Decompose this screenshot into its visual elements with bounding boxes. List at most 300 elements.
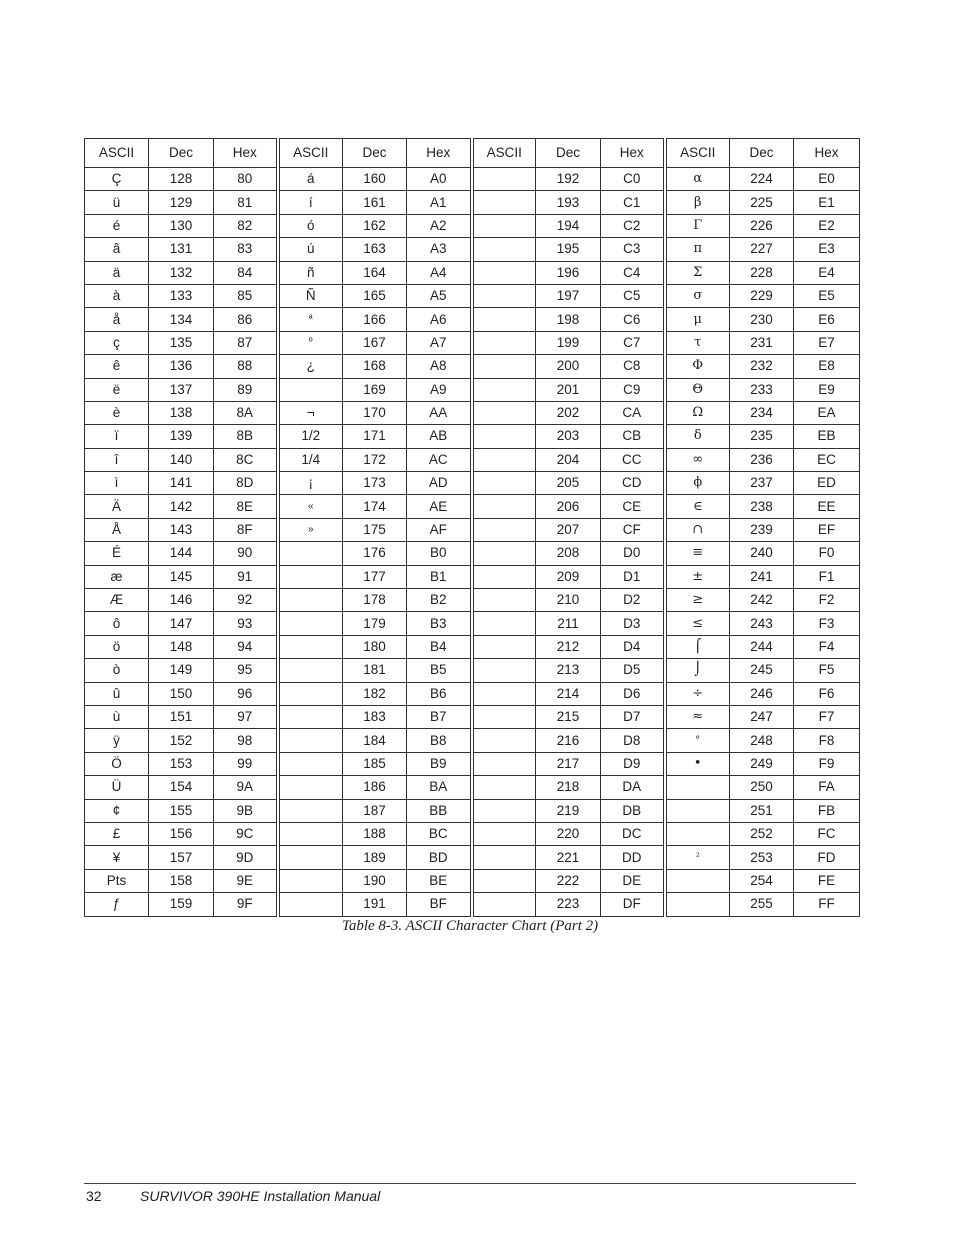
- ascii-char-cell: ç: [85, 331, 149, 354]
- dec-value-cell: 222: [536, 869, 601, 892]
- hex-value-cell: 86: [214, 308, 278, 331]
- dec-value-cell: 129: [149, 191, 214, 214]
- dec-value-cell: 209: [536, 565, 601, 588]
- dec-value-cell: 160: [343, 168, 407, 191]
- hex-value-cell: AB: [407, 425, 472, 448]
- ascii-char-cell: â: [85, 238, 149, 261]
- dec-value-cell: 176: [343, 542, 407, 565]
- ascii-char-cell: º: [278, 331, 343, 354]
- column-header-hex-1: Hex: [214, 139, 278, 168]
- ascii-char-cell: ú: [278, 238, 343, 261]
- table-row: [85, 518, 860, 541]
- ascii-char-cell: Å: [85, 518, 149, 541]
- ascii-char-cell: ÿ: [85, 729, 149, 752]
- dec-value-cell: 233: [730, 378, 794, 401]
- hex-value-cell: F3: [794, 612, 860, 635]
- hex-value-cell: F7: [794, 705, 860, 728]
- dec-value-cell: 231: [730, 331, 794, 354]
- hex-value-cell: D2: [601, 589, 665, 612]
- ascii-char-cell: [278, 542, 343, 565]
- dec-value-cell: 171: [343, 425, 407, 448]
- hex-value-cell: ED: [794, 472, 860, 495]
- table-row: [85, 331, 860, 354]
- dec-value-cell: 223: [536, 893, 601, 916]
- hex-value-cell: DD: [601, 846, 665, 869]
- hex-value-cell: C5: [601, 284, 665, 307]
- dec-value-cell: 178: [343, 589, 407, 612]
- hex-value-cell: E9: [794, 378, 860, 401]
- dec-value-cell: 220: [536, 822, 601, 845]
- ascii-char-cell: [472, 729, 536, 752]
- ascii-char-cell: ¬: [278, 401, 343, 424]
- dec-value-cell: 130: [149, 214, 214, 237]
- hex-value-cell: DB: [601, 799, 665, 822]
- table-row: [85, 542, 860, 565]
- table-row: [85, 846, 860, 869]
- dec-value-cell: 198: [536, 308, 601, 331]
- ascii-char-cell: [472, 682, 536, 705]
- table-row: [85, 284, 860, 307]
- dec-value-cell: 216: [536, 729, 601, 752]
- table-row: [85, 378, 860, 401]
- hex-value-cell: BA: [407, 776, 472, 799]
- hex-value-cell: B2: [407, 589, 472, 612]
- ascii-char-cell: Ω: [665, 401, 730, 424]
- hex-value-cell: A8: [407, 355, 472, 378]
- table-row: [85, 822, 860, 845]
- ascii-char-cell: [278, 659, 343, 682]
- ascii-char-cell: [472, 261, 536, 284]
- ascii-char-cell: •: [665, 752, 730, 775]
- ascii-char-cell: Ü: [85, 776, 149, 799]
- ascii-char-cell: ä: [85, 261, 149, 284]
- table-row: [85, 308, 860, 331]
- hex-value-cell: F0: [794, 542, 860, 565]
- dec-value-cell: 157: [149, 846, 214, 869]
- dec-value-cell: 179: [343, 612, 407, 635]
- dec-value-cell: 168: [343, 355, 407, 378]
- dec-value-cell: 128: [149, 168, 214, 191]
- dec-value-cell: 169: [343, 378, 407, 401]
- hex-value-cell: C4: [601, 261, 665, 284]
- hex-value-cell: FE: [794, 869, 860, 892]
- dec-value-cell: 248: [730, 729, 794, 752]
- ascii-char-cell: [472, 495, 536, 518]
- hex-value-cell: D8: [601, 729, 665, 752]
- dec-value-cell: 210: [536, 589, 601, 612]
- table-row: [85, 472, 860, 495]
- ascii-char-cell: æ: [85, 565, 149, 588]
- hex-value-cell: C1: [601, 191, 665, 214]
- dec-value-cell: 174: [343, 495, 407, 518]
- dec-value-cell: 225: [730, 191, 794, 214]
- ascii-char-cell: ê: [85, 355, 149, 378]
- ascii-char-cell: É: [85, 542, 149, 565]
- ascii-char-cell: ô: [85, 612, 149, 635]
- ascii-char-cell: Æ: [85, 589, 149, 612]
- hex-value-cell: 85: [214, 284, 278, 307]
- hex-value-cell: EB: [794, 425, 860, 448]
- ascii-char-cell: ì: [85, 472, 149, 495]
- column-header-hex-4: Hex: [794, 139, 860, 168]
- dec-value-cell: 156: [149, 822, 214, 845]
- hex-value-cell: C3: [601, 238, 665, 261]
- hex-value-cell: FF: [794, 893, 860, 916]
- hex-value-cell: F2: [794, 589, 860, 612]
- ascii-char-cell: ¡: [278, 472, 343, 495]
- ascii-char-cell: ª: [278, 308, 343, 331]
- hex-value-cell: B4: [407, 635, 472, 658]
- ascii-char-cell: [472, 612, 536, 635]
- dec-value-cell: 254: [730, 869, 794, 892]
- dec-value-cell: 138: [149, 401, 214, 424]
- hex-value-cell: A6: [407, 308, 472, 331]
- dec-value-cell: 147: [149, 612, 214, 635]
- hex-value-cell: DF: [601, 893, 665, 916]
- ascii-char-cell: [472, 542, 536, 565]
- ascii-char-cell: ö: [85, 635, 149, 658]
- hex-value-cell: D6: [601, 682, 665, 705]
- ascii-char-cell: [665, 776, 730, 799]
- ascii-character-chart: [84, 138, 860, 917]
- dec-value-cell: 175: [343, 518, 407, 541]
- ascii-char-cell: [472, 401, 536, 424]
- dec-value-cell: 211: [536, 612, 601, 635]
- dec-value-cell: 226: [730, 214, 794, 237]
- ascii-char-cell: [278, 635, 343, 658]
- hex-value-cell: FA: [794, 776, 860, 799]
- ascii-char-cell: ∈: [665, 495, 730, 518]
- hex-value-cell: 97: [214, 705, 278, 728]
- hex-value-cell: 8A: [214, 401, 278, 424]
- dec-value-cell: 240: [730, 542, 794, 565]
- ascii-char-cell: [472, 308, 536, 331]
- hex-value-cell: 9E: [214, 869, 278, 892]
- dec-value-cell: 187: [343, 799, 407, 822]
- dec-value-cell: 151: [149, 705, 214, 728]
- ascii-char-cell: [472, 331, 536, 354]
- dec-value-cell: 249: [730, 752, 794, 775]
- ascii-char-cell: [278, 846, 343, 869]
- dec-value-cell: 188: [343, 822, 407, 845]
- hex-value-cell: B1: [407, 565, 472, 588]
- dec-value-cell: 230: [730, 308, 794, 331]
- hex-value-cell: C8: [601, 355, 665, 378]
- hex-value-cell: B9: [407, 752, 472, 775]
- hex-value-cell: E5: [794, 284, 860, 307]
- hex-value-cell: C7: [601, 331, 665, 354]
- ascii-char-cell: ¿: [278, 355, 343, 378]
- hex-value-cell: A1: [407, 191, 472, 214]
- dec-value-cell: 149: [149, 659, 214, 682]
- dec-value-cell: 246: [730, 682, 794, 705]
- dec-value-cell: 137: [149, 378, 214, 401]
- table-row: [85, 799, 860, 822]
- table-row: [85, 682, 860, 705]
- hex-value-cell: A2: [407, 214, 472, 237]
- hex-value-cell: 84: [214, 261, 278, 284]
- dec-value-cell: 153: [149, 752, 214, 775]
- hex-value-cell: BD: [407, 846, 472, 869]
- dec-value-cell: 245: [730, 659, 794, 682]
- hex-value-cell: CF: [601, 518, 665, 541]
- ascii-char-cell: [278, 822, 343, 845]
- hex-value-cell: C6: [601, 308, 665, 331]
- ascii-char-cell: «: [278, 495, 343, 518]
- ascii-char-cell: Θ: [665, 378, 730, 401]
- dec-value-cell: 154: [149, 776, 214, 799]
- dec-value-cell: 228: [730, 261, 794, 284]
- dec-value-cell: 172: [343, 448, 407, 471]
- dec-value-cell: 139: [149, 425, 214, 448]
- ascii-char-cell: Ñ: [278, 284, 343, 307]
- column-header-ascii-3: ASCII: [472, 139, 536, 168]
- dec-value-cell: 167: [343, 331, 407, 354]
- ascii-char-cell: μ: [665, 308, 730, 331]
- dec-value-cell: 200: [536, 355, 601, 378]
- table-row: [85, 168, 860, 191]
- hex-value-cell: E7: [794, 331, 860, 354]
- ascii-char-cell: í: [278, 191, 343, 214]
- dec-value-cell: 236: [730, 448, 794, 471]
- dec-value-cell: 159: [149, 893, 214, 916]
- ascii-char-cell: Σ: [665, 261, 730, 284]
- ascii-char-cell: ÷: [665, 682, 730, 705]
- hex-value-cell: 87: [214, 331, 278, 354]
- hex-value-cell: AA: [407, 401, 472, 424]
- ascii-char-cell: ²: [665, 846, 730, 869]
- ascii-char-cell: ∞: [665, 448, 730, 471]
- dec-value-cell: 204: [536, 448, 601, 471]
- hex-value-cell: 9F: [214, 893, 278, 916]
- column-header-dec-3: Dec: [536, 139, 601, 168]
- dec-value-cell: 212: [536, 635, 601, 658]
- ascii-char-cell: [472, 659, 536, 682]
- dec-value-cell: 218: [536, 776, 601, 799]
- table-row: [85, 893, 860, 916]
- table-row: [85, 191, 860, 214]
- table-row: [85, 495, 860, 518]
- hex-value-cell: 8C: [214, 448, 278, 471]
- hex-value-cell: F8: [794, 729, 860, 752]
- table-row: [85, 589, 860, 612]
- dec-value-cell: 184: [343, 729, 407, 752]
- ascii-char-cell: ù: [85, 705, 149, 728]
- dec-value-cell: 177: [343, 565, 407, 588]
- hex-value-cell: DC: [601, 822, 665, 845]
- dec-value-cell: 234: [730, 401, 794, 424]
- ascii-char-cell: [472, 635, 536, 658]
- hex-value-cell: AF: [407, 518, 472, 541]
- ascii-char-cell: [278, 752, 343, 775]
- hex-value-cell: C0: [601, 168, 665, 191]
- dec-value-cell: 195: [536, 238, 601, 261]
- dec-value-cell: 180: [343, 635, 407, 658]
- dec-value-cell: 161: [343, 191, 407, 214]
- table-row: [85, 705, 860, 728]
- table-caption: Table 8-3. ASCII Character Chart (Part 2): [341, 918, 599, 934]
- hex-value-cell: E4: [794, 261, 860, 284]
- hex-value-cell: 90: [214, 542, 278, 565]
- hex-value-cell: DA: [601, 776, 665, 799]
- dec-value-cell: 173: [343, 472, 407, 495]
- hex-value-cell: B5: [407, 659, 472, 682]
- page-number: 32: [86, 1188, 102, 1204]
- dec-value-cell: 189: [343, 846, 407, 869]
- dec-value-cell: 155: [149, 799, 214, 822]
- hex-value-cell: B3: [407, 612, 472, 635]
- dec-value-cell: 163: [343, 238, 407, 261]
- hex-value-cell: 93: [214, 612, 278, 635]
- dec-value-cell: 207: [536, 518, 601, 541]
- hex-value-cell: D5: [601, 659, 665, 682]
- hex-value-cell: BB: [407, 799, 472, 822]
- ascii-char-cell: [665, 799, 730, 822]
- table-row: [85, 425, 860, 448]
- ascii-char-cell: °: [665, 729, 730, 752]
- ascii-char-cell: ë: [85, 378, 149, 401]
- dec-value-cell: 136: [149, 355, 214, 378]
- hex-value-cell: E2: [794, 214, 860, 237]
- dec-value-cell: 162: [343, 214, 407, 237]
- hex-value-cell: 8E: [214, 495, 278, 518]
- hex-value-cell: FC: [794, 822, 860, 845]
- ascii-char-cell: [665, 869, 730, 892]
- ascii-char-cell: [278, 705, 343, 728]
- dec-value-cell: 219: [536, 799, 601, 822]
- ascii-char-cell: α: [665, 168, 730, 191]
- dec-value-cell: 148: [149, 635, 214, 658]
- hex-value-cell: A4: [407, 261, 472, 284]
- dec-value-cell: 206: [536, 495, 601, 518]
- dec-value-cell: 143: [149, 518, 214, 541]
- table-row: [85, 565, 860, 588]
- dec-value-cell: 250: [730, 776, 794, 799]
- dec-value-cell: 193: [536, 191, 601, 214]
- ascii-char-cell: ≥: [665, 589, 730, 612]
- dec-value-cell: 135: [149, 331, 214, 354]
- hex-value-cell: 88: [214, 355, 278, 378]
- dec-value-cell: 252: [730, 822, 794, 845]
- ascii-char-cell: [472, 822, 536, 845]
- table-row: [85, 729, 860, 752]
- dec-value-cell: 185: [343, 752, 407, 775]
- table-row: [85, 659, 860, 682]
- hex-value-cell: 95: [214, 659, 278, 682]
- ascii-char-cell: ñ: [278, 261, 343, 284]
- dec-value-cell: 214: [536, 682, 601, 705]
- ascii-char-cell: [472, 168, 536, 191]
- hex-value-cell: 89: [214, 378, 278, 401]
- ascii-char-cell: ≡: [665, 542, 730, 565]
- column-header-hex-3: Hex: [601, 139, 665, 168]
- hex-value-cell: CD: [601, 472, 665, 495]
- hex-value-cell: 82: [214, 214, 278, 237]
- ascii-char-cell: [278, 869, 343, 892]
- dec-value-cell: 255: [730, 893, 794, 916]
- hex-value-cell: 8B: [214, 425, 278, 448]
- ascii-char-cell: å: [85, 308, 149, 331]
- dec-value-cell: 152: [149, 729, 214, 752]
- ascii-char-cell: £: [85, 822, 149, 845]
- hex-value-cell: D1: [601, 565, 665, 588]
- ascii-char-cell: Φ: [665, 355, 730, 378]
- hex-value-cell: F1: [794, 565, 860, 588]
- dec-value-cell: 150: [149, 682, 214, 705]
- dec-value-cell: 221: [536, 846, 601, 869]
- footer-divider: [84, 1183, 856, 1184]
- dec-value-cell: 232: [730, 355, 794, 378]
- dec-value-cell: 235: [730, 425, 794, 448]
- ascii-char-cell: ±: [665, 565, 730, 588]
- hex-value-cell: A9: [407, 378, 472, 401]
- dec-value-cell: 144: [149, 542, 214, 565]
- hex-value-cell: E1: [794, 191, 860, 214]
- dec-value-cell: 217: [536, 752, 601, 775]
- ascii-char-cell: [472, 893, 536, 916]
- ascii-char-cell: á: [278, 168, 343, 191]
- ascii-char-cell: Ö: [85, 752, 149, 775]
- hex-value-cell: B0: [407, 542, 472, 565]
- table-row: [85, 238, 860, 261]
- dec-value-cell: 213: [536, 659, 601, 682]
- dec-value-cell: 201: [536, 378, 601, 401]
- ascii-char-cell: ó: [278, 214, 343, 237]
- dec-value-cell: 203: [536, 425, 601, 448]
- hex-value-cell: D9: [601, 752, 665, 775]
- ascii-char-cell: 1/2: [278, 425, 343, 448]
- ascii-char-cell: [472, 565, 536, 588]
- ascii-char-cell: ¢: [85, 799, 149, 822]
- column-header-dec-1: Dec: [149, 139, 214, 168]
- hex-value-cell: 83: [214, 238, 278, 261]
- hex-value-cell: D3: [601, 612, 665, 635]
- ascii-char-cell: ≈: [665, 705, 730, 728]
- hex-value-cell: 81: [214, 191, 278, 214]
- ascii-char-cell: à: [85, 284, 149, 307]
- table-row: [85, 401, 860, 424]
- dec-value-cell: 237: [730, 472, 794, 495]
- dec-value-cell: 202: [536, 401, 601, 424]
- ascii-char-cell: [278, 565, 343, 588]
- dec-value-cell: 191: [343, 893, 407, 916]
- ascii-char-cell: [472, 752, 536, 775]
- ascii-char-cell: Γ: [665, 214, 730, 237]
- ascii-char-cell: [472, 472, 536, 495]
- column-header-ascii-1: ASCII: [85, 139, 149, 168]
- ascii-char-cell: [472, 378, 536, 401]
- ascii-char-cell: [278, 893, 343, 916]
- hex-value-cell: E8: [794, 355, 860, 378]
- ascii-char-cell: [278, 682, 343, 705]
- hex-value-cell: 94: [214, 635, 278, 658]
- dec-value-cell: 227: [730, 238, 794, 261]
- hex-value-cell: 91: [214, 565, 278, 588]
- hex-value-cell: 99: [214, 752, 278, 775]
- hex-value-cell: AC: [407, 448, 472, 471]
- ascii-char-cell: [472, 518, 536, 541]
- ascii-char-cell: »: [278, 518, 343, 541]
- dec-value-cell: 244: [730, 635, 794, 658]
- hex-value-cell: BF: [407, 893, 472, 916]
- dec-value-cell: 166: [343, 308, 407, 331]
- ascii-char-cell: û: [85, 682, 149, 705]
- hex-value-cell: B8: [407, 729, 472, 752]
- table-row: [85, 635, 860, 658]
- hex-value-cell: F6: [794, 682, 860, 705]
- ascii-char-cell: ∩: [665, 518, 730, 541]
- ascii-char-cell: ò: [85, 659, 149, 682]
